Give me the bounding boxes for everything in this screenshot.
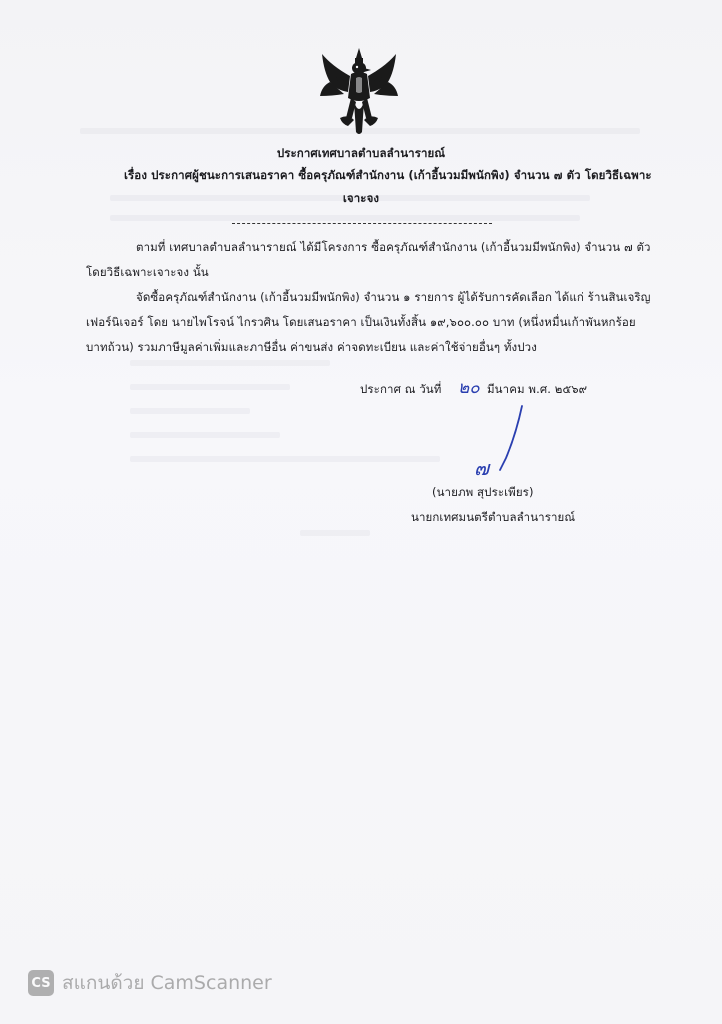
bleed-through-line — [110, 215, 580, 221]
paragraph-2-line-3: บาทถ้วน) รวมภาษีมูลค่าเพิ่มและภาษีอื่น ค่าขนส่ง ค่าจดทะเบียน และค่าใช้จ่ายอื่นๆ ทั้งปวง — [86, 340, 537, 354]
bleed-through-line — [130, 432, 280, 438]
date-day-handwritten: ๒๐ — [458, 378, 480, 398]
separator-line — [232, 223, 492, 224]
signer-position: นายกเทศมนตรีตำบลลำนารายณ์ — [411, 510, 576, 524]
garuda-emblem-icon — [318, 46, 400, 138]
bleed-through-line — [130, 360, 330, 366]
document-title: ประกาศเทศบาลตำบลลำนารายณ์ — [276, 146, 446, 160]
date-prefix: ประกาศ ณ วันที่ — [360, 382, 442, 396]
bleed-through-line — [130, 456, 440, 462]
camscanner-logo-icon: CS — [28, 970, 54, 996]
bleed-through-line — [300, 530, 370, 536]
subject-line-2: เจาะจง — [342, 191, 380, 205]
paragraph-2-line-2: เฟอร์นิเจอร์ โดย นายไพโรจน์ ไกรวศิน โดยเสนอราคา เป็นเงินทั้งสิ้น ๑๙,๖๐๐.๐๐ บาท (หนึ่งหมื่นเก้าพันหกร้อย — [86, 315, 636, 329]
signer-name: (นายภพ สุประเพียร) — [432, 485, 534, 499]
paragraph-2-line-1: จัดซื้อครุภัณฑ์สำนักงาน (เก้าอี้นวมมีพนักพิง) จำนวน ๑ รายการ ผู้ได้รับการคัดเลือก ได้แก่ ร้านสินเจริญ — [136, 290, 651, 304]
subject-line-1: เรื่อง ประกาศผู้ชนะการเสนอราคา ซื้อครุภัณฑ์สำนักงาน (เก้าอี้นวมมีพนักพิง) จำนวน ๗ ตัว โดยวิธีเฉพาะ — [124, 168, 652, 182]
signature-initials: ๗ — [474, 456, 490, 480]
bleed-through-line — [130, 384, 290, 390]
paragraph-1-line-1: ตามที่ เทศบาลตำบลลำนารายณ์ ได้มีโครงการ ซื้อครุภัณฑ์สำนักงาน (เก้าอี้นวมมีพนักพิง) จำนวน ๗ ตัว — [136, 240, 651, 254]
camscanner-text: สแกนด้วย CamScanner — [62, 972, 272, 994]
bleed-through-line — [130, 408, 250, 414]
date-month-year: มีนาคม พ.ศ. ๒๕๖๙ — [487, 382, 588, 396]
camscanner-watermark — [28, 968, 272, 998]
paragraph-1-line-2: โดยวิธีเฉพาะเจาะจง นั้น — [86, 265, 209, 279]
